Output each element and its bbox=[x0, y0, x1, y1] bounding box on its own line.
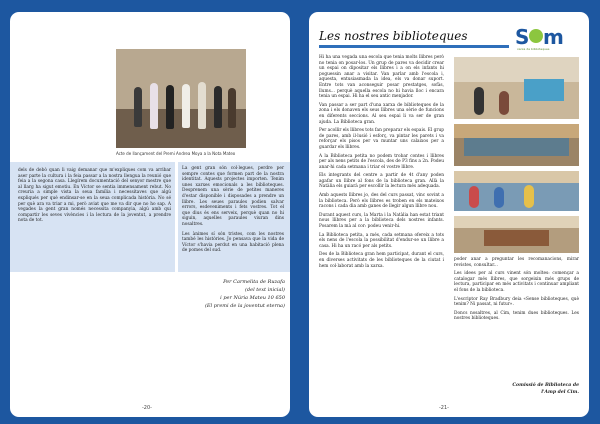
paragraph: Doncs nosaltres, al Cim, tenim dues biblioteques. Les nostres biblioteques. bbox=[454, 310, 579, 322]
paragraph: Amb aquests llibres jo, des del curs passat, vinc sovint a la biblioteca. Però els llibres es troben en els mateixos racons i cada dia amb ganes de llegir algun llibre nou. bbox=[319, 193, 444, 210]
paragraph: L'escriptor Ray Bradbury deia «Sense biblioteques, què tenim? Ni passat, ni futur». bbox=[454, 296, 579, 308]
paragraph: Els integrants del centre a partir de 4t d'any poden agafar un llibre al fons de la biblioteca gran. Allà la Natàlia els guiarà per escollir la lectura més adequada. bbox=[319, 173, 444, 190]
photo-caption: Acte de llançament del Premi Andrea Moya a la Nota Mateo bbox=[116, 151, 236, 156]
logo-tagline: xarxa de biblioteques bbox=[517, 47, 550, 51]
library-photo-2 bbox=[454, 124, 579, 166]
signature bbox=[499, 382, 579, 396]
dedication-line: Per Carmelita de Ruzafa bbox=[223, 279, 285, 285]
library-photo-4 bbox=[454, 216, 579, 253]
title-underline bbox=[319, 45, 509, 48]
article-left-column bbox=[319, 55, 444, 272]
dedication-line: i per Núria Mateu 10 650 bbox=[220, 295, 285, 301]
paragraph: dels de debò quan li vaig demanar que m'expliques com va arribar aser parte la cultura i la feia passar a la nostra llengua la reunió que feia a la segona casa. Llegírem documentació del senyor mestre que al llarg ha sigut emotiu. En Víctor se sentia immensament rebut. No creuria a simple vista la seua família i necessitaves que algú expliqués per què endinsar-se en la seua complicada història. No sé per què ara va triar a mi, però aviat que me va dir que no ho sap. A vegades la gent gran només necessita companyia, algú amb qui compartir les seves vivències i la lectura de la joventut, a prendre nota de tot. bbox=[18, 168, 171, 224]
logo-circle-icon bbox=[529, 29, 543, 43]
paragraph: poder anar a preguntar les recomanacions, mirar revistes, consultar... bbox=[454, 257, 579, 268]
paragraph: Per acollir els llibres tots fan preparar els espais. El grup de pares, amb il·lusió i esforç, va pintar les parets i va reforçar els pisos per va muntar uns calaixos per a guardar els llibres. bbox=[319, 128, 444, 150]
page-number: -20- bbox=[142, 405, 152, 411]
logo-letter: S bbox=[515, 25, 530, 49]
page-title: Les nostres biblioteques bbox=[319, 29, 468, 43]
dedication bbox=[190, 278, 285, 310]
left-page bbox=[10, 12, 290, 417]
dedication-line: (del text inicial) bbox=[244, 287, 285, 293]
paragraph: A la Biblioteca petita no podem trobar contes i llibres per als nens petits de l'escola, des de P3 fins a 2n. Podeu anar-hi cada setmana i triar el vostre llibre. bbox=[319, 153, 444, 170]
paragraph: La Biblioteca petita, a més, cada setmana ofereix a tots els nens de l'escola la possibilitat d'endur-se un llibre a casa. Hi ha un racó per als petits. bbox=[319, 232, 444, 249]
event-photo bbox=[116, 49, 246, 148]
paragraph: Hi ha una vegada una escola que tenia molts llibres però no tenia on posar-los. Un grup de pares va decidir crear un espai on dipositar els llibres i a on els infants hi poguessin anar a visitar. Van parlar amb l'escola i, aquesta, entusiasmada la idea, els va donar suport. Entre tots van aconseguir posar prestatges, sofàs, llums... perquè aquella escola no hi havia lloc i encara tenia un espai. Hi ha el seu antic menjador. bbox=[319, 55, 444, 100]
paragraph: Van passar a ser part d'una xarxa de biblioteques de la zona i els donaven els seus llibres una sèrie de funcions en diferents seccions. Al seu espai li va ser de gran ajuda. La Biblioteca gran. bbox=[319, 102, 444, 125]
paragraph: Durant aquest curs, la Marta i la Natàlia han estat triant nous llibres per a la biblioteca dels nostres infants. Posarem la mà al cor: podeu venir-hi. bbox=[319, 212, 444, 230]
library-photo-3 bbox=[454, 171, 579, 211]
paragraph: La gent gran són col·legues, perdre per sempre contes que formen part de la nostra identitat. Aquests projectes importen. Tenim unes xarxes emocionals a les biblioteques. Desprenem una sèrie de petites maneres d'estar disponible i disposades a prendre un llibre. Les seues paraules podien salvar errors, esdeveniments i fets vostres. Tot el que dius és ens serveix, perquè quan no hi siguin, aquelles paraules viuran dins nosaltres. bbox=[182, 166, 284, 227]
paragraph: Des de la Biblioteca gran hem participat, durant el curs, en diverses activitats de les biblioteques de la ciutat i hem col·laborat amb la xarxa. bbox=[319, 252, 444, 269]
dedication-line: (El premi de la joventut eterna) bbox=[204, 303, 285, 309]
right-page bbox=[309, 12, 589, 417]
paragraph: Les ànimes sí són tristes, com les nostres també les històries. Jo pensava que la vida de Víctor s'havia perdut en una habitació plena de pomes del sud. bbox=[182, 231, 284, 254]
logo-letter: m bbox=[543, 25, 564, 49]
page-number: -21- bbox=[439, 405, 449, 411]
signature-line: l'Amp del Cim. bbox=[541, 390, 579, 395]
paragraph: Les idees per al curs vinent són moltes: començar a catalogar més llibres, que sorgeixin més grups de lectura, participar en més activitats i continuar ampliant el fons de la biblioteca. bbox=[454, 271, 579, 293]
article-right-column bbox=[454, 257, 579, 325]
left-column-text bbox=[18, 168, 171, 224]
signature-line: Comissió de Biblioteca de bbox=[512, 383, 579, 388]
som-logo bbox=[515, 23, 571, 53]
right-column-text bbox=[182, 166, 284, 254]
library-photo-1 bbox=[454, 57, 579, 119]
